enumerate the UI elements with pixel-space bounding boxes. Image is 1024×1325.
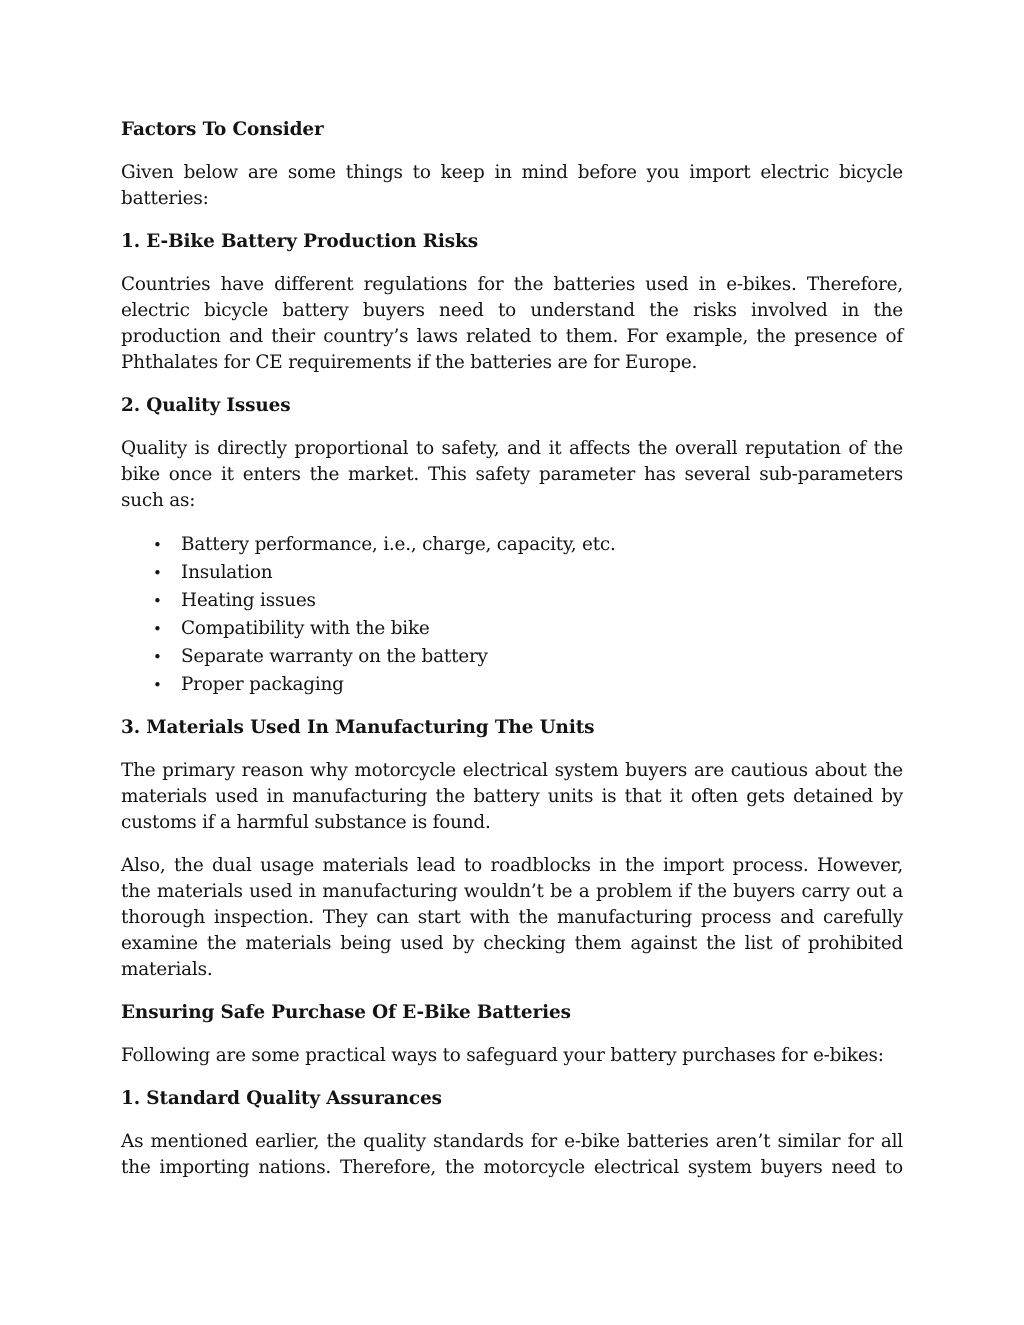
list-item-text: Separate warranty on the battery: [181, 646, 488, 667]
list-item-text: Proper packaging: [181, 674, 344, 695]
section-heading-factors: Factors To Consider: [121, 119, 324, 140]
section-heading-production-risks: 1. E-Bike Battery Production Risks: [121, 231, 478, 252]
materials-paragraph-2: Also, the dual usage materials lead to roadblocks in the import process. However, the materials used in manufacturing wouldn’t be a problem if the buyers carry out a thorough inspection. They can start with the manufacturing process and carefully examine the materials being used by checking them against the list of prohibited materials.: [121, 855, 903, 980]
list-item-text: Insulation: [181, 562, 273, 583]
bullet-icon: •: [153, 536, 162, 554]
production-risks-paragraph: Countries have different regulations for the batteries used in e-bikes. Therefore, electric bicycle battery buyers need to understand the risks involved in the production and their country’s laws related to them. For example, the presence of Phthalates for CE requirements if the batteries are for Europe.: [121, 274, 903, 373]
list-item-text: Heating issues: [181, 590, 316, 611]
materials-paragraph-1: The primary reason why motorcycle electrical system buyers are cautious about the materials used in manufacturing the battery units is that it often gets detained by customs if a harmful substance is found.: [121, 760, 903, 833]
document-page: [121, 117, 903, 1181]
list-item-text: Battery performance, i.e., charge, capacity, etc.: [181, 534, 616, 555]
list-item-text: Compatibility with the bike: [181, 618, 430, 639]
section-heading-safe-purchase: Ensuring Safe Purchase Of E-Bike Batteries: [121, 1002, 571, 1023]
list-item: [121, 615, 903, 643]
bullet-icon: •: [153, 564, 162, 582]
section-heading-quality-issues: 2. Quality Issues: [121, 395, 291, 416]
list-item: [121, 559, 903, 587]
bullet-icon: •: [153, 648, 162, 666]
bullet-icon: •: [153, 592, 162, 610]
bullet-icon: •: [153, 676, 162, 694]
list-item: [121, 671, 903, 699]
list-item: [121, 531, 903, 559]
section-heading-materials: 3. Materials Used In Manufacturing The Units: [121, 717, 595, 738]
quality-parameters-list: [121, 531, 903, 699]
section-heading-quality-assurances: 1. Standard Quality Assurances: [121, 1088, 442, 1109]
intro-paragraph: Given below are some things to keep in mind before you import electric bicycle batteries:: [121, 162, 903, 209]
safe-purchase-paragraph: Following are some practical ways to safeguard your battery purchases for e-bikes:: [121, 1045, 884, 1066]
list-item: [121, 643, 903, 671]
bullet-icon: •: [153, 620, 162, 638]
list-item: [121, 587, 903, 615]
quality-assurances-paragraph: As mentioned earlier, the quality standards for e-bike batteries aren’t similar for all the importing nations. Therefore, the motorcycle electrical system buyers need to: [121, 1131, 903, 1178]
quality-issues-paragraph: Quality is directly proportional to safety, and it affects the overall reputation of the bike once it enters the market. This safety parameter has several sub-parameters such as:: [121, 438, 903, 511]
